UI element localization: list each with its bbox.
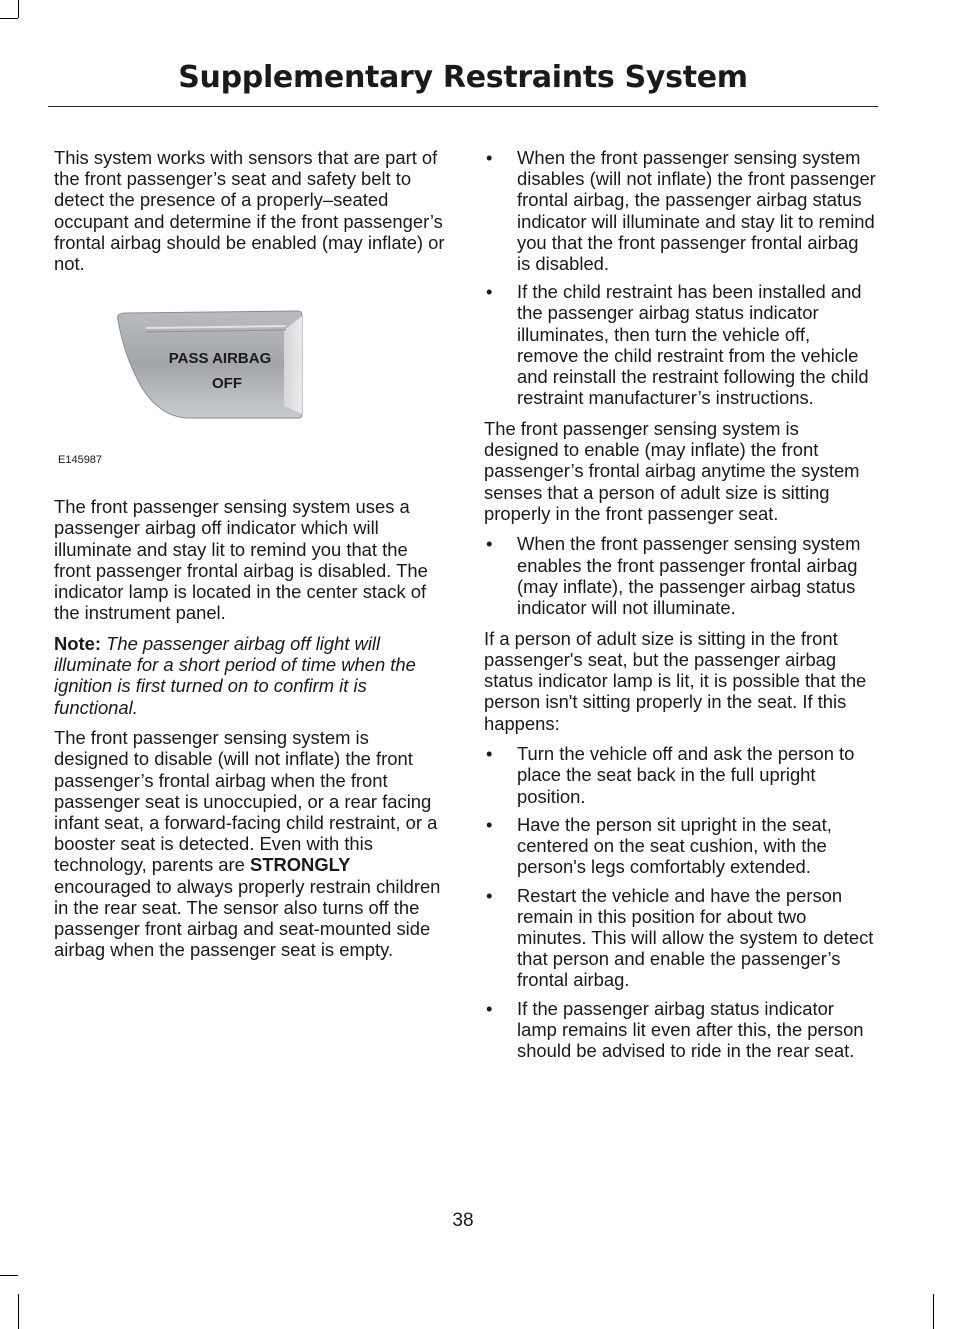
list-item-text: Turn the vehicle off and ask the person to place the seat back in the full upright position.: [517, 743, 855, 807]
crop-mark-top-left: [18, 0, 19, 18]
strongly-emphasis: STRONGLY: [249, 854, 351, 876]
list-item-text: Have the person sit upright in the seat, centered on the seat cushion, with the person's legs comfortably extended.: [517, 813, 832, 878]
indicator-figure: [54, 304, 446, 472]
bullet-symbol: •: [486, 813, 493, 835]
crop-mark-bottom-right: [933, 1294, 934, 1329]
crop-mark-top-left-h: [0, 18, 18, 19]
pass-airbag-off-indicator-image: [116, 310, 306, 420]
list-item-text: When the front passenger sensing system enables the front passenger frontal airbag (may inflate), the passenger airbag status indicator will not illuminate.: [517, 533, 861, 619]
list-item: [484, 814, 876, 878]
list-item: [484, 147, 876, 274]
page-number: 38: [452, 1210, 474, 1231]
note-text: The passenger airbag off light will illuminate for a short period of time when the ignition is first turned on to confirm it is functional.: [54, 632, 416, 718]
bullet-symbol: •: [486, 147, 493, 168]
enable-paragraph: The front passenger sensing system is designed to enable (may inflate) the front passenger’s frontal airbag anytime the system senses that a person of adult size is sitting properly in the front passenger seat.: [484, 417, 860, 524]
left-column: [54, 147, 446, 970]
disable-text-a: The front passenger sensing system is designed to disable (will not inflate) the front passenger’s frontal airbag when the front passenger seat is unoccupied, or a rear facing infant seat, a forward-facing child restraint, or a booster seat is detected. Even with this technology, parents are: [54, 727, 438, 876]
figure-caption: E145987: [58, 454, 103, 467]
title-rule: [48, 106, 878, 107]
list-item-text: Restart the vehicle and have the person remain in this position for about two minutes. This will allow the system to detect that person and enable the passenger’s frontal airbag.: [517, 884, 874, 991]
page-title: Supplementary Restraints System: [178, 60, 748, 95]
crop-mark-bottom-left: [18, 1294, 19, 1329]
note-paragraph: [54, 633, 446, 718]
list-item-text: If the passenger airbag status indicator lamp remains lit even after this, the person should be advised to ride in the rear seat.: [517, 997, 864, 1061]
note-label: Note:: [54, 632, 101, 654]
bullet-list-2: [484, 533, 876, 618]
list-item-text: If the child restraint has been installed and the passenger airbag status indicator illuminates, then turn the vehicle off, remove the child restraint from the vehicle and reinstall the restraint following the child restraint manufacturer’s instructions.: [517, 281, 869, 409]
bullet-symbol: •: [486, 743, 493, 765]
list-item: [484, 281, 876, 408]
indicator-label-line2: OFF: [212, 375, 242, 393]
bullet-symbol: •: [486, 997, 493, 1019]
adult-size-paragraph: If a person of adult size is sitting in the front passenger's seat, but the passenger airbag status indicator lamp is lit, it is possible that the person isn't sitting properly in the seat. If this happens:: [484, 627, 867, 734]
list-item: [484, 743, 876, 807]
list-item: [484, 533, 876, 618]
intro-paragraph: This system works with sensors that are part of the front passenger’s seat and safety belt to detect the presence of a properly–seated occupant and determine if the front passenger’s frontal airbag should be enabled (may inflate) or not.: [54, 147, 445, 275]
bullet-symbol: •: [486, 533, 493, 555]
list-item: [484, 885, 876, 991]
disable-paragraph: [54, 727, 446, 960]
indicator-paragraph: The front passenger sensing system uses a passenger airbag off indicator which will illuminate and stay lit to remind you that the front passenger frontal airbag is disabled. The indicator lamp is located in the center stack of the instrument panel.: [54, 496, 428, 624]
right-column: [484, 147, 876, 1071]
list-item-text: When the front passenger sensing system disables (will not inflate) the front passenger frontal airbag, the passenger airbag status indicator will illuminate and stay lit to remind you that the front passenger frontal airbag is disabled.: [517, 147, 876, 275]
disable-text-b: encouraged to always properly restrain children in the rear seat. The sensor also turns off the passenger front airbag and seat-mounted side airbag when the passenger seat is empty.: [54, 875, 441, 961]
bullet-symbol: •: [486, 884, 493, 906]
bullet-list-1: [484, 147, 876, 408]
crop-mark-bottom-left-h: [0, 1275, 18, 1276]
list-item: [484, 998, 876, 1062]
bullet-symbol: •: [486, 281, 493, 303]
bullet-list-3: [484, 743, 876, 1061]
indicator-label-line1: PASS AIRBAG: [168, 350, 272, 368]
